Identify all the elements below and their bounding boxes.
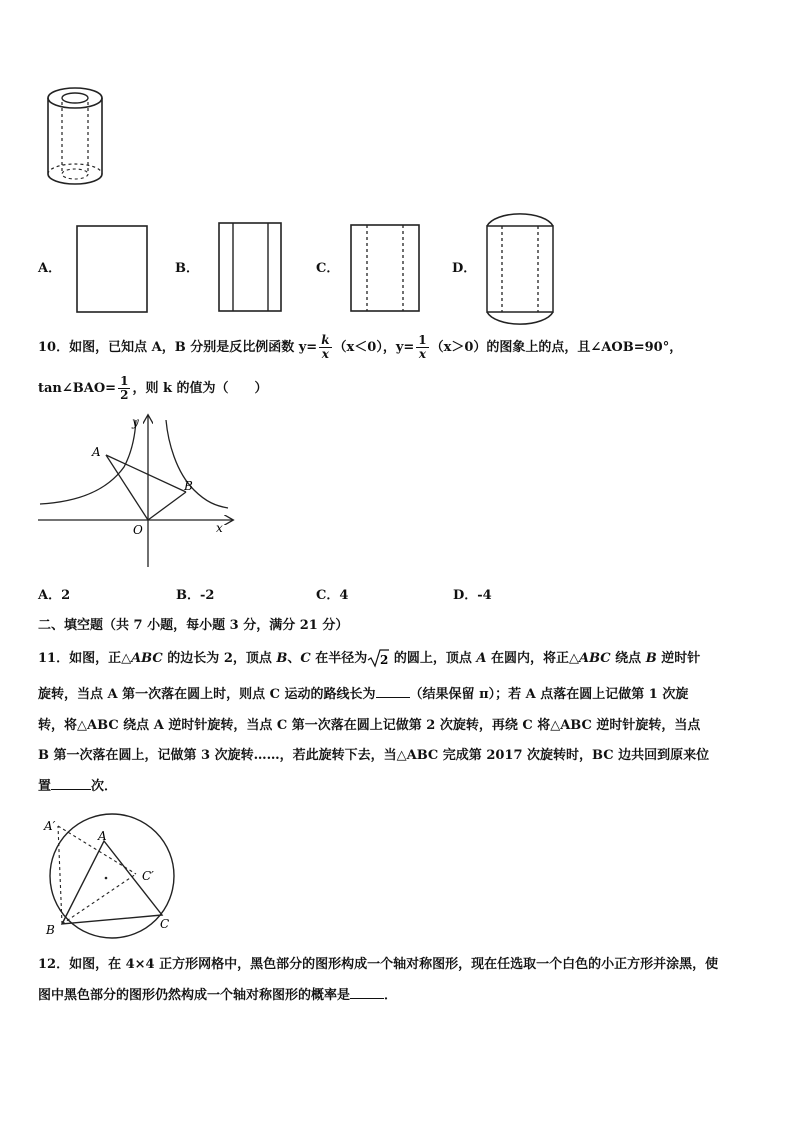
q9-option-c-figure (350, 224, 420, 312)
frac-den: 2 (120, 388, 129, 402)
frac-den: x (418, 347, 427, 361)
q12-line1: 12．如图，在 4×4 正方形网格中，黑色部分的图形构成一个轴对称图形，现在任选取一个白色的小正方形并涂黑，使 (38, 957, 719, 972)
sqrt-symbol (367, 648, 389, 669)
q11-text: 在圆内，将正△ (486, 650, 579, 666)
q10-x-axis-label: x (216, 521, 223, 535)
q11-blank-2[interactable] (51, 777, 91, 790)
q10-option-d: D．-4 (453, 588, 492, 603)
q11-text: 旋转，当点 A 第一次落在圆上时，则点 C 运动的路线长为 (38, 687, 376, 702)
q10-option-b: B．-2 (176, 588, 215, 603)
q10-text-a: 10．如图，已知点 A，B 分别是反比例函数 y= (38, 340, 318, 355)
q12-line2 (38, 986, 397, 1006)
q11-abc: ABC (131, 650, 163, 666)
q11-text: 逆时针 (656, 650, 701, 666)
q9-option-b-figure (218, 222, 282, 312)
q11-b: B (276, 650, 288, 666)
section-2-heading: 二、填空题（共 7 小题，每小题 3 分，满分 21 分） (38, 618, 349, 633)
q11-text: 绕点 (610, 650, 646, 666)
q10-point-a-label: A (92, 445, 101, 459)
q11-text: 的边长为 2，顶点 (162, 650, 277, 666)
frac-num: k (321, 333, 330, 347)
q11-fig-b: B (46, 923, 55, 937)
q10-option-c: C．4 (316, 588, 349, 603)
q10-question-line2 (38, 375, 268, 402)
q11-fig-c: C (160, 917, 170, 931)
q11-text: 置 (38, 779, 52, 794)
q10-text-b: （x＜0），y= (333, 340, 415, 355)
q12-blank[interactable] (350, 986, 384, 999)
q11-a: A (476, 650, 487, 666)
q11-fig-c-prime: C′ (142, 869, 154, 883)
q11-text: （结果保留 π）；若 A 点落在圆上记做第 1 次旋 (409, 687, 689, 702)
q11-text: 在半径为 (310, 650, 368, 666)
q10-text-c: （x＞0）的图象上的点，且∠AOB=90°， (430, 340, 683, 355)
q11-fig-a: A (98, 829, 107, 843)
q11-line4: B 第一次落在圆上，记做第 3 次旋转……，若此旋转下去，当△ABC 完成第 2017 次旋转时，BC 边共回到原来位 (38, 748, 710, 763)
q10-point-b-label: B (184, 479, 193, 493)
sqrt-value: 2 (380, 653, 389, 667)
q10-text-d: tan∠BAO= (38, 381, 117, 396)
q10-frac-k-over-x (319, 334, 331, 361)
q11-line2 (38, 685, 688, 705)
q11-text: 的圆上，顶点 (389, 650, 477, 666)
frac-num: 1 (120, 374, 129, 388)
q11-blank-1[interactable] (376, 685, 410, 698)
q11-c: C (300, 650, 311, 666)
frac-den: x (321, 347, 329, 361)
q10-y-axis-label: y (132, 415, 139, 429)
q10-text-e: ，则 k 的值为（ ） (132, 381, 268, 396)
q11-line3: 转，将△ABC 绕点 A 逆时针旋转，当点 C 第一次落在圆上记做第 2 次旋转，再绕 C 将△ABC 逆时针旋转，当点 (38, 718, 701, 733)
q11-text: 11．如图，正△ (38, 650, 132, 666)
q9-option-c-label: C． (316, 261, 340, 276)
q11-line5 (38, 777, 117, 797)
q11-circle-triangle-figure (36, 812, 186, 940)
q9-option-b-label: B． (175, 261, 199, 276)
q12-text: ． (384, 988, 398, 1003)
hollow-cylinder-figure (40, 84, 110, 189)
q11-text: 、 (287, 650, 301, 666)
q10-hyperbola-figure (36, 412, 236, 570)
q9-option-d-figure (484, 208, 556, 330)
q10-option-a: A．2 (38, 588, 71, 603)
q10-origin-label: O (133, 523, 143, 537)
q9-option-a-figure (76, 225, 148, 313)
q11-abc: ABC (578, 650, 611, 666)
q9-option-a-label: A． (38, 261, 62, 276)
q10-frac-1-over-x (416, 334, 428, 361)
q11-fig-a-prime: A′ (44, 819, 56, 833)
q11-line1 (38, 648, 700, 669)
q12-text: 图中黑色部分的图形仍然构成一个轴对称图形的概率是 (38, 988, 351, 1003)
q11-text: 次． (91, 779, 118, 794)
q10-frac-1-over-2 (118, 375, 130, 402)
q10-question-line1 (38, 334, 682, 361)
frac-num: 1 (418, 333, 427, 347)
q11-b: B (645, 650, 657, 666)
q9-option-d-label: D． (452, 261, 477, 276)
